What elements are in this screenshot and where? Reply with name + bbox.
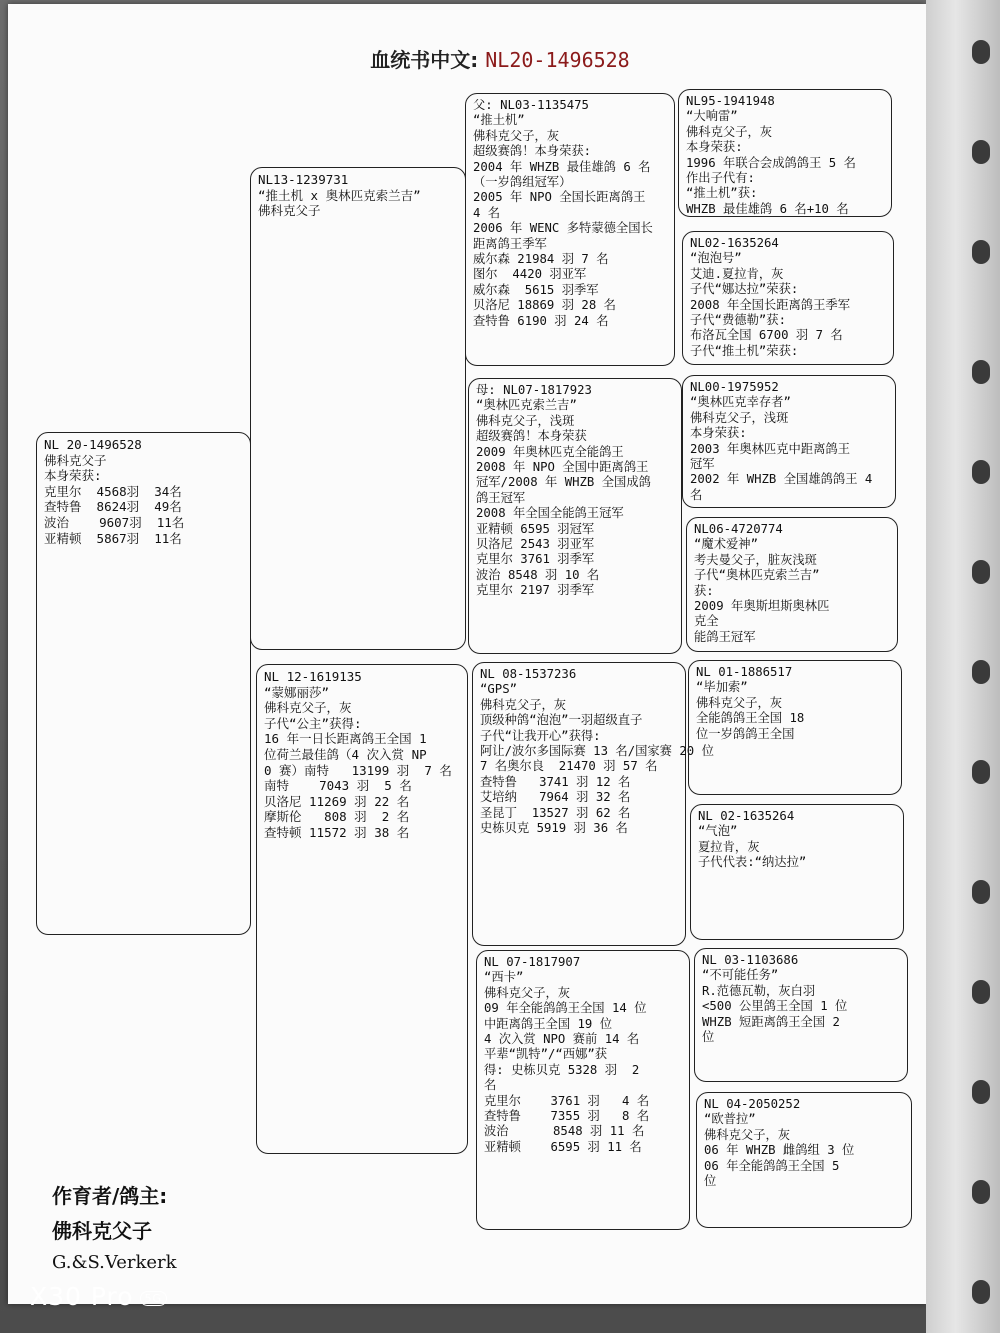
pedigree-line: “推土机” [473, 113, 525, 128]
breeder-label: 作育者/鸽主: [52, 1184, 168, 1208]
pedigree-line: 16 年一日长距离鸽王全国 1 [264, 731, 427, 747]
pedigree-line: 亚精顿 6595 羽冠军 [476, 521, 595, 536]
pedigree-line: 冠军 [690, 457, 715, 472]
pedigree-line: 子代“推土机”荣获: [690, 343, 799, 358]
pedigree-line: 顶级种鸽“泡泡”一羽超级直子 [480, 713, 643, 728]
sire-dam-box [468, 378, 682, 654]
pedigree-line: NL02-1635264 [690, 236, 779, 250]
pedigree-line: 超级赛鸽！本身荣获: [473, 144, 592, 159]
pedigree-line: 贝洛尼 11269 羽 22 名 [264, 793, 410, 809]
pedigree-line: 7 名奥尔良 21470 羽 57 名 [480, 759, 658, 774]
pedigree-line: 子代“娜达拉”荣获: [690, 282, 799, 297]
pedigree-line: 波治 9607羽 11名 [44, 514, 185, 530]
pedigree-line: 佛科克父子 [258, 203, 321, 219]
pedigree-line: 能鸽王冠军 [694, 629, 756, 644]
pedigree-line: 2009 年奥斯坦斯奥林匹 [694, 599, 830, 614]
pedigree-line: 2004 年 WHZB 最佳雄鸽 6 名 [473, 159, 651, 174]
pedigree-line: 佛科克父子，灰 [480, 697, 567, 712]
pedigree-line: 全能鸽鸽王全国 18 [696, 711, 805, 726]
pedigree-line: 2008 年全国全能鸽王冠军 [476, 506, 624, 521]
pedigree-line: 子代代表:“纳达拉” [698, 855, 807, 870]
pedigree-line: “欧普拉” [704, 1112, 756, 1127]
subject-box [36, 432, 251, 935]
pedigree-line: 母: NL07-1817923 [476, 383, 592, 397]
pedigree-line: 鸽王冠军 [476, 490, 526, 505]
pedigree-line: 亚精顿 6595 羽 11 名 [484, 1139, 642, 1154]
pedigree-line: 佛科克父子，灰 [473, 128, 560, 143]
pedigree-line: 作出子代有: [686, 171, 755, 186]
pedigree-line: 克里尔 3761 羽季军 [476, 552, 595, 567]
pedigree-line: “西卡” [484, 970, 524, 985]
pedigree-line: 位 [702, 1030, 715, 1045]
pedigree-line: WHZB 短距离鸽王全国 2 [702, 1014, 840, 1029]
breeder-block [52, 1180, 177, 1273]
page-title [0, 44, 1000, 73]
punch-hole [972, 240, 990, 264]
pedigree-line: 06 年全能鸽鸽王全国 5 [704, 1158, 840, 1173]
pedigree-line: 09 年全能鸽鸽王全国 14 位 [484, 1001, 647, 1016]
pedigree-line: 查特鲁 8624羽 49名 [44, 499, 182, 515]
pedigree-line: （一岁鸽组冠军） [473, 175, 572, 190]
pedigree-line: 布洛瓦全国 6700 羽 7 名 [690, 328, 843, 343]
pedigree-line: 平辈“凯特”/“西娜”获 [484, 1047, 608, 1062]
pedigree-line: NL 02-1635264 [698, 809, 795, 823]
sire-dam-dam-box [686, 517, 898, 652]
pedigree-line: “不可能任务” [702, 968, 779, 983]
pedigree-line: 1996 年联合会成鸽鸽王 5 名 [686, 155, 856, 170]
pedigree-line: 中距离鸽王全国 19 位 [484, 1016, 612, 1031]
pedigree-line: 克全 [694, 614, 719, 629]
pedigree-line: NL 20-1496528 [44, 437, 142, 452]
pedigree-line: 位一岁鸽鸽王全国 [696, 726, 795, 741]
pedigree-line: NL 12-1619135 [264, 669, 362, 684]
pedigree-line: 考夫曼父子，脏灰浅斑 [694, 552, 817, 567]
punch-hole [972, 140, 990, 164]
punch-hole [972, 1080, 990, 1104]
pedigree-line: 佛科克父子，灰 [696, 695, 783, 710]
pedigree-line: “泡泡号” [690, 251, 742, 266]
dam-dam-dam-box [696, 1092, 912, 1228]
pedigree-line: 艾迪.夏拉肯，灰 [690, 266, 784, 281]
punch-hole [972, 1180, 990, 1204]
sire-dam-sire-box [682, 375, 896, 508]
sire-sire-sire-box [678, 89, 892, 217]
punch-hole [972, 560, 990, 584]
pedigree-line: 父: NL03-1135475 [473, 98, 589, 112]
dam-dam-sire-box [694, 948, 908, 1082]
pedigree-line: 2002 年 WHZB 全国雄鸽鸽王 4 [690, 472, 873, 487]
pedigree-line: 波治 8548 羽 10 名 [476, 567, 600, 582]
pedigree-line: 佛科克父子，灰 [686, 124, 773, 139]
pedigree-line: 2008 年 NPO 全国中距离鸽王 [476, 460, 649, 475]
pedigree-line: 贝洛尼 18869 羽 28 名 [473, 298, 616, 313]
pedigree-line: 本身荣获: [44, 468, 102, 484]
pedigree-line: R.范德瓦勒，灰白羽 [702, 983, 816, 998]
pedigree-line: NL 03-1103686 [702, 953, 799, 967]
sire-sire-box [465, 93, 675, 366]
pedigree-line: 夏拉肯，灰 [698, 839, 760, 854]
pedigree-line: 名 [690, 487, 703, 502]
pedigree-line: 本身荣获: [686, 140, 743, 155]
pedigree-line: 佛科克父子，浅斑 [476, 413, 575, 428]
pedigree-line: “大响雷” [686, 109, 738, 124]
pedigree-line: 2005 年 NPO 全国长距离鸽王 [473, 190, 646, 205]
pedigree-line: 冠军/2008 年 WHZB 全国成鸽 [476, 475, 651, 490]
pedigree-line: 图尔 4420 羽亚军 [473, 267, 587, 282]
pedigree-line: 克里尔 2197 羽季军 [476, 583, 595, 598]
punch-hole [972, 980, 990, 1004]
pedigree-line: 佛科克父子，浅斑 [690, 410, 789, 425]
pedigree-line: 佛科克父子，灰 [484, 985, 571, 1000]
pedigree-line: 艾培纳 7964 羽 32 名 [480, 790, 631, 805]
pedigree-line: 克里尔 4568羽 34名 [44, 483, 182, 499]
pedigree-line: 南特 7043 羽 5 名 [264, 778, 412, 794]
pedigree-line: 子代“让我开心”获得: [480, 728, 601, 743]
pedigree-line: 位荷兰最佳鸽（4 次入赏 NP [264, 746, 427, 762]
pedigree-line: “推土机 x 奥林匹克索兰吉” [258, 187, 421, 203]
pedigree-line: “推土机”获: [686, 186, 758, 201]
punch-hole [972, 660, 990, 684]
camera-watermark [30, 1282, 167, 1311]
sire-sire-dam-box [682, 231, 894, 365]
pedigree-line: WHZB 最佳雄鸽 6 名+10 名 [686, 201, 849, 216]
breeder-name-en: G.&S.Verkerk [52, 1252, 177, 1273]
pedigree-line: 06 年 WHZB 雌鸽组 3 位 [704, 1143, 855, 1158]
pedigree-line: 贝洛尼 2543 羽亚军 [476, 537, 595, 552]
pedigree-line: “魔术爱神” [694, 537, 758, 552]
pedigree-line: NL00-1975952 [690, 380, 779, 394]
camera-5g-badge: 5G [140, 1291, 168, 1306]
dam-dam-box [476, 950, 690, 1230]
pedigree-line: 0 赛）南特 13199 羽 7 名 [264, 762, 452, 778]
pedigree-line: “毕加索” [696, 680, 748, 695]
pedigree-line: 查特鲁 3741 羽 12 名 [480, 774, 631, 789]
pedigree-line: 波治 8548 羽 11 名 [484, 1124, 645, 1139]
pedigree-line: 佛科克父子 [44, 452, 107, 468]
punch-hole [972, 1280, 990, 1304]
pedigree-line: 获: [694, 583, 714, 598]
pedigree-line: 查特鲁 7355 羽 8 名 [484, 1109, 650, 1124]
pedigree-line: 圣昆丁 13527 羽 62 名 [480, 805, 631, 820]
pedigree-line: 超级赛鸽！本身荣获 [476, 429, 587, 444]
pedigree-line: 子代“费德勒”获: [690, 313, 786, 328]
pedigree-line: 佛科克父子，灰 [264, 700, 352, 716]
pedigree-line: “气泡” [698, 824, 738, 839]
pedigree-line: 查特鲁 6190 羽 24 名 [473, 313, 609, 328]
pedigree-line: <500 公里鸽王全国 1 位 [702, 999, 848, 1014]
pedigree-line: “奥林匹克幸存者” [690, 395, 791, 410]
pedigree-line: 阿让/波尔多国际赛 13 名/国家赛 20 位 [480, 744, 714, 759]
pedigree-line: “奥林匹克索兰吉” [476, 398, 577, 413]
punch-hole [972, 880, 990, 904]
dam-sire-box [472, 662, 714, 946]
sire-box [250, 167, 466, 650]
pedigree-line: 2008 年全国长距离鸽王季军 [690, 297, 850, 312]
punch-hole [972, 760, 990, 784]
pedigree-line: NL13-1239731 [258, 172, 349, 187]
pedigree-line: 2006 年 WENC 多特蒙德全国长 [473, 221, 653, 236]
pedigree-line: 本身荣获: [690, 426, 747, 441]
pedigree-line: 史栋贝克 5919 羽 36 名 [480, 821, 628, 836]
dam-sire-dam-box [690, 804, 904, 940]
pedigree-line: 威尔森 21984 羽 7 名 [473, 252, 609, 267]
breeder-name-cn: 佛科克父子 [52, 1219, 152, 1243]
camera-model: X30 Pro [30, 1282, 134, 1311]
pedigree-line: 子代“公主”获得: [264, 715, 362, 731]
pedigree-line: 得: 史栋贝克 5328 羽 2 [484, 1062, 640, 1077]
pedigree-line: NL06-4720774 [694, 522, 783, 536]
dam-sire-sire-box [688, 660, 902, 795]
pedigree-line: NL 07-1817907 [484, 955, 581, 969]
pedigree-line: NL 01-1886517 [696, 665, 793, 679]
pedigree-line: 名 [484, 1078, 497, 1093]
pedigree-line: 2003 年奥林匹克中距离鸽王 [690, 441, 850, 456]
punch-hole [972, 360, 990, 384]
pedigree-line: “蒙娜丽莎” [264, 684, 330, 700]
pedigree-line: 威尔森 5615 羽季军 [473, 282, 599, 297]
pedigree-line: 佛科克父子，灰 [704, 1127, 791, 1142]
pedigree-line: NL 08-1537236 [480, 667, 577, 681]
pedigree-line: 2009 年奥林匹克全能鸽王 [476, 444, 624, 459]
dam-box [256, 664, 468, 1154]
pedigree-line: 距离鸽王季军 [473, 236, 547, 251]
pedigree-line: 位 [704, 1174, 717, 1189]
pedigree-line: 摩斯伦 808 羽 2 名 [264, 809, 410, 825]
pedigree-line: 4 名 [473, 205, 501, 220]
pedigree-line: 查特顿 11572 羽 38 名 [264, 824, 410, 840]
title-ring-number: NL20-1496528 [485, 48, 630, 72]
pedigree-line: NL95-1941948 [686, 94, 775, 108]
pedigree-line: 4 次入赏 NPO 赛前 14 名 [484, 1032, 640, 1047]
pedigree-line: 克里尔 3761 羽 4 名 [484, 1093, 650, 1108]
pedigree-line: 子代“奥林匹克索兰吉” [694, 568, 820, 583]
pedigree-line: “GPS” [480, 682, 518, 697]
punch-hole [972, 460, 990, 484]
title-label: 血统书中文: [370, 48, 479, 72]
pedigree-line: 亚精顿 5867羽 11名 [44, 530, 182, 546]
pedigree-line: NL 04-2050252 [704, 1097, 801, 1111]
